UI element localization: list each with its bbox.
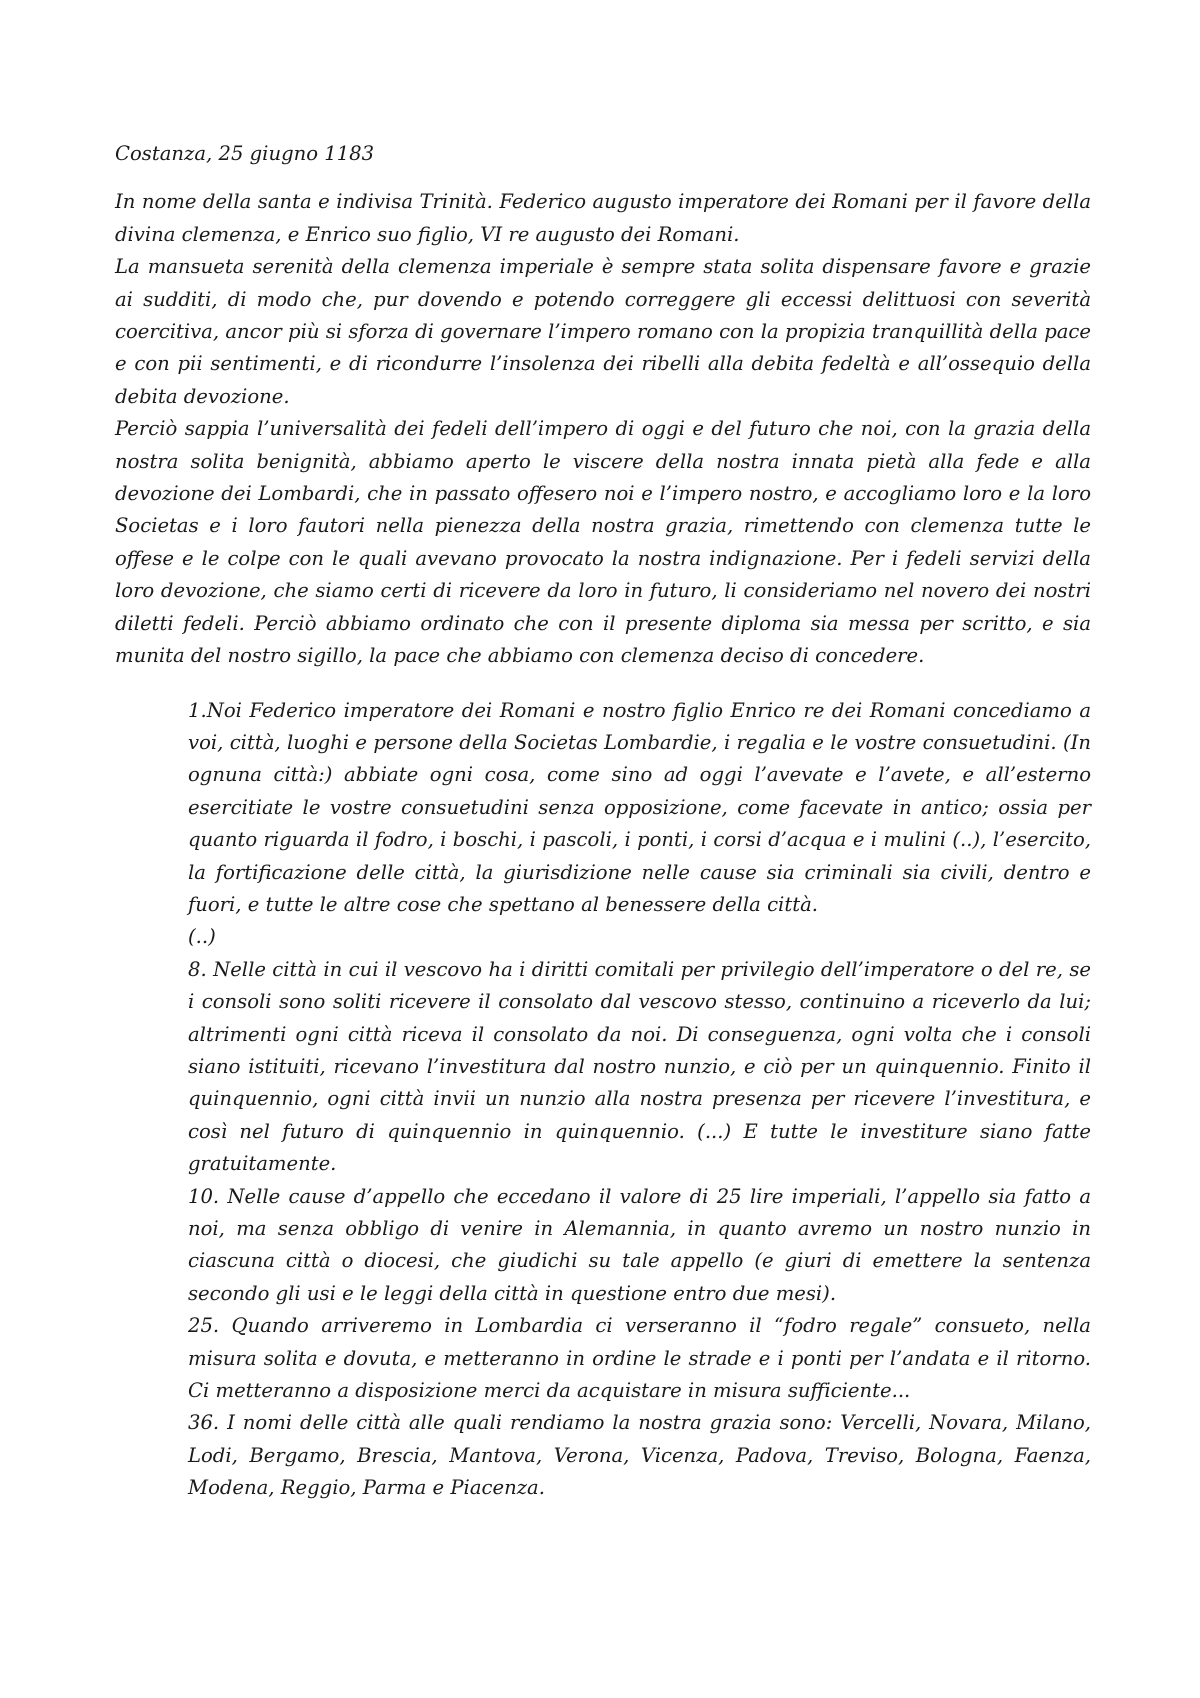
intro-paragraph: La mansueta serenità della clemenza imperiale è sempre stata solita dispensare favore e grazie ai sudditi, di modo che, pur dovendo e potendo correggere gli eccessi delittuosi con severità coercitiva, ancor più si sforza di governare l’impero romano con la propizia tranquillità della pace e con pii sentimenti, e di ricondurre l’insolenza dei ribelli alla debita fedeltà e all’ossequio della debita devozione.	[115, 255, 1091, 408]
article-10: 10. Nelle cause d’appello che eccedano il valore di 25 lire imperiali, l’appello sia fatto a noi, ma senza obbligo di venire in Alemannia, in quanto avremo un nostro nunzio in ciascuna città o diocesi, che giudichi su tale appello (e giuri di emettere la sentenza secondo gli usi e le leggi della città in questione entro due mesi).	[188, 1184, 1091, 1305]
article-36: 36. I nomi delle città alle quali rendiamo la nostra grazia sono: Vercelli, Novara, Milano, Lodi, Bergamo, Brescia, Mantova, Verona, Vicenza, Padova, Treviso, Bologna, Faenza, Modena, Reggio, Parma e Piacenza.	[188, 1411, 1091, 1500]
document-date: Costanza, 25 giugno 1183	[115, 142, 375, 165]
intro-paragraph: In nome della santa e indivisa Trinità. Federico augusto imperatore dei Romani per il favore della divina clemenza, e Enrico suo figlio, VI re augusto dei Romani.	[115, 190, 1091, 246]
article-8: 8. Nelle città in cui il vescovo ha i diritti comitali per privilegio dell’imperatore o del re, se i consoli sono soliti ricevere il consolato dal vescovo stesso, continuino a riceverlo da lui; altrimenti ogni città riceva il consolato da noi. Di conseguenza, ogni volta che i consoli siano istituiti, ricevano l’investitura dal nostro nunzio, e ciò per un quinquennio. Finito il quinquennio, ogni città invii un nunzio alla nostra presenza per ricevere l’investitura, e così nel futuro di quinquennio in quinquennio. (...) E tutte le investiture siano fatte gratuitamente.	[188, 957, 1091, 1176]
articles-list	[188, 695, 1091, 1505]
document-page	[115, 138, 1091, 1505]
article-25: 25. Quando arriveremo in Lombardia ci verseranno il “fodro regale” consueto, nella misura solita e dovuta, e metteranno in ordine le strade e i ponti per l’andata e il ritorno. Ci metteranno a disposizione merci da acquistare in misura sufficiente...	[188, 1314, 1091, 1403]
article-omission: (..)	[188, 925, 216, 949]
preamble	[115, 186, 1091, 672]
article-1: 1.Noi Federico imperatore dei Romani e nostro figlio Enrico re dei Romani concediamo a voi, città, luoghi e persone della Societas Lombardie, i regalia e le vostre consuetudini. (In ognuna città:) abbiate ogni cosa, come sino ad oggi l’avevate e l’avete, e all’esterno esercitiate le vostre consuetudini senza opposizione, come facevate in antico; ossia per quanto riguarda il fodro, i boschi, i pascoli, i ponti, i corsi d’acqua e i mulini (..), l’esercito, la fortificazione delle città, la giurisdizione nelle cause sia criminali sia civili, dentro e fuori, e tutte le altre cose che spettano al benessere della città.	[188, 698, 1091, 916]
intro-paragraph: Perciò sappia l’universalità dei fedeli dell’impero di oggi e del futuro che noi, con la grazia della nostra solita benignità, abbiamo aperto le viscere della nostra innata pietà alla fede e alla devozione dei Lombardi, che in passato offesero noi e l’impero nostro, e accogliamo loro e la loro Societas e i loro fautori nella pienezza della nostra grazia, rimettendo con clemenza tutte le offese e le colpe con le quali avevano provocato la nostra indignazione. Per i fedeli servizi della loro devozione, che siamo certi di ricevere da loro in futuro, li consideriamo nel novero dei nostri diletti fedeli. Perciò abbiamo ordinato che con il presente diploma sia messa per scritto, e sia munita del nostro sigillo, la pace che abbiamo con clemenza deciso di concedere.	[115, 417, 1091, 668]
